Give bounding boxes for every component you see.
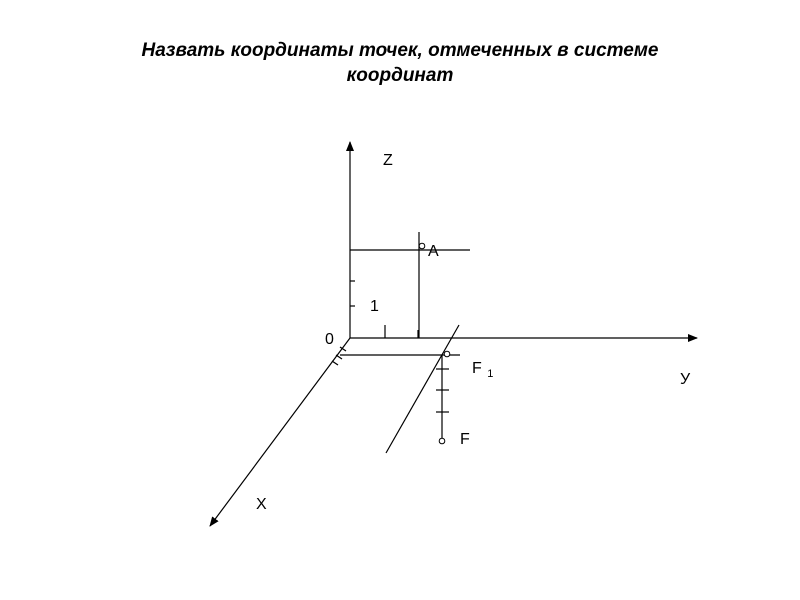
origin-label: 0 xyxy=(325,331,334,348)
point-f-label: F xyxy=(460,431,470,448)
title-line-2: координат xyxy=(346,65,454,86)
x-axis-label: Х xyxy=(256,496,267,513)
z-axis-label: Z xyxy=(383,152,393,169)
x-axis xyxy=(210,338,350,526)
point-f1-marker xyxy=(444,351,450,357)
unit-label: 1 xyxy=(370,298,379,315)
y-axis-label: У xyxy=(680,371,691,388)
f1-parallel-to-x xyxy=(386,325,459,453)
point-f1-label-subscript: 1 xyxy=(487,368,494,380)
point-f1-label xyxy=(472,360,493,380)
point-f-marker xyxy=(439,438,445,444)
x-tick xyxy=(332,361,338,365)
point-f1-label-base: F xyxy=(472,360,482,377)
point-a-label: A xyxy=(428,243,439,260)
title-line-1: Назвать координаты точек, отмеченных в системе xyxy=(141,40,659,61)
point-a-marker xyxy=(419,243,425,249)
